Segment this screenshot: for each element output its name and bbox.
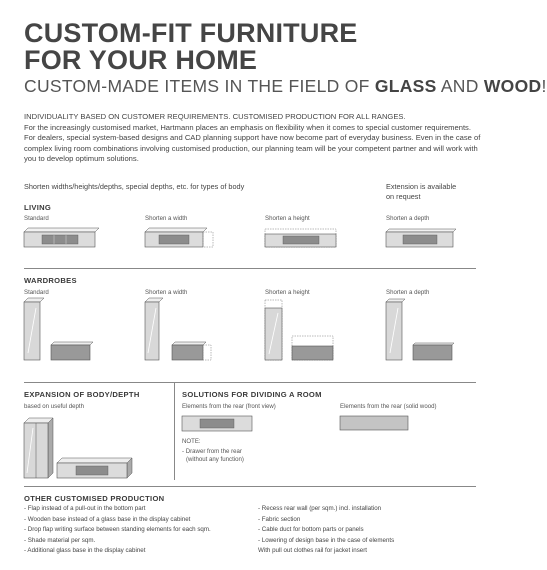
expansion-illustration (24, 418, 144, 484)
note-title: NOTE: (182, 438, 201, 445)
expansion-section-title: EXPANSION OF BODY/DEPTH (24, 390, 140, 399)
living-section-title: LIVING (24, 203, 52, 212)
solutions-front-label: Elements from the rear (front view) (182, 403, 276, 410)
wardrobe-standard-illustration (24, 298, 99, 364)
wardrobes-label-width: Shorten a width (145, 289, 188, 296)
wardrobes-label-depth: Shorten a depth (386, 289, 430, 296)
other-list-right (258, 504, 394, 557)
intro-text (24, 112, 482, 165)
page-title-line2: FOR YOUR HOME (24, 45, 258, 75)
wardrobes-label-height: Shorten a height (265, 289, 310, 296)
list-item: - Recess rear wall (per sqm.) incl. installation (258, 505, 382, 512)
list-item: - Flap instead of a pull-out in the bottom part (24, 505, 146, 512)
living-label-height: Shorten a height (265, 215, 310, 222)
extension-text-line1: Extension is available (386, 182, 457, 191)
living-label-standard: Standard (24, 215, 49, 222)
intro-body: For the increasingly customised market, Hartmann places an emphasis on flexibility when it comes to special customer requirements. For dealers, special system-based designs and CAD planning support have now become part of everyday business. Even in the case of complex living room combinations involving customised production, our planning team will be your competent partner and will work with you to develop optimum solutions. (24, 122, 481, 164)
other-list-left (24, 504, 211, 557)
expansion-subtitle: based on useful depth (24, 403, 84, 410)
other-section-title: OTHER CUSTOMISED PRODUCTION (24, 494, 165, 503)
page-subtitle: CUSTOM-MADE ITEMS IN THE FIELD OF GLASS AND WOOD! (24, 76, 547, 96)
divider-living (24, 268, 476, 269)
extension-text-line2: on request (386, 192, 421, 201)
list-item: With pull out clothes rail for jacket insert (258, 547, 368, 554)
list-item: - Drop flap writing surface between standing elements for each sqm. (24, 526, 211, 533)
solutions-solid-label: Elements from the rear (solid wood) (340, 403, 437, 410)
note-line1: - Drawer from the rear (182, 448, 242, 455)
intro-heading-line: INDIVIDUALITY BASED ON CUSTOMER REQUIREMENTS. CUSTOMISED PRODUCTION FOR ALL RANGES. (24, 112, 406, 121)
wardrobe-height-illustration (265, 298, 340, 364)
list-item: - Lowering of design base in the case of elements (258, 536, 395, 544)
list-item: - Fabric section (258, 515, 301, 523)
wardrobes-section-title: WARDROBES (24, 276, 77, 285)
wardrobe-depth-illustration (386, 298, 461, 364)
wardrobes-label-standard: Standard (24, 289, 49, 296)
divider-wardrobes (24, 382, 476, 383)
living-standard-illustration (24, 228, 99, 250)
list-item: - Cable duct for bottom parts or panels (258, 526, 364, 533)
living-height-illustration (265, 228, 340, 250)
list-item: - Additional glass base in the display cabinet (24, 547, 146, 554)
list-item: - Shade material per sqm. (24, 536, 96, 544)
note-line2: (without any function) (186, 456, 244, 463)
living-depth-illustration (386, 228, 461, 250)
living-label-depth: Shorten a depth (386, 215, 430, 222)
living-width-illustration (145, 228, 220, 250)
divider-vertical (174, 382, 175, 480)
page-title-line1: CUSTOM-FIT FURNITURE (24, 18, 358, 48)
list-item: - Wooden base instead of a glass base in the display cabinet (24, 515, 191, 523)
wardrobe-width-illustration (145, 298, 220, 364)
shorten-text: Shorten widths/heights/depths, special depths, etc. for types of body (24, 182, 245, 191)
solutions-front-illustration (182, 414, 262, 434)
divider-solutions (24, 486, 476, 487)
solutions-section-title: SOLUTIONS FOR DIVIDING A ROOM (182, 390, 322, 399)
living-label-width: Shorten a width (145, 215, 188, 222)
solutions-solid-illustration (340, 414, 420, 434)
